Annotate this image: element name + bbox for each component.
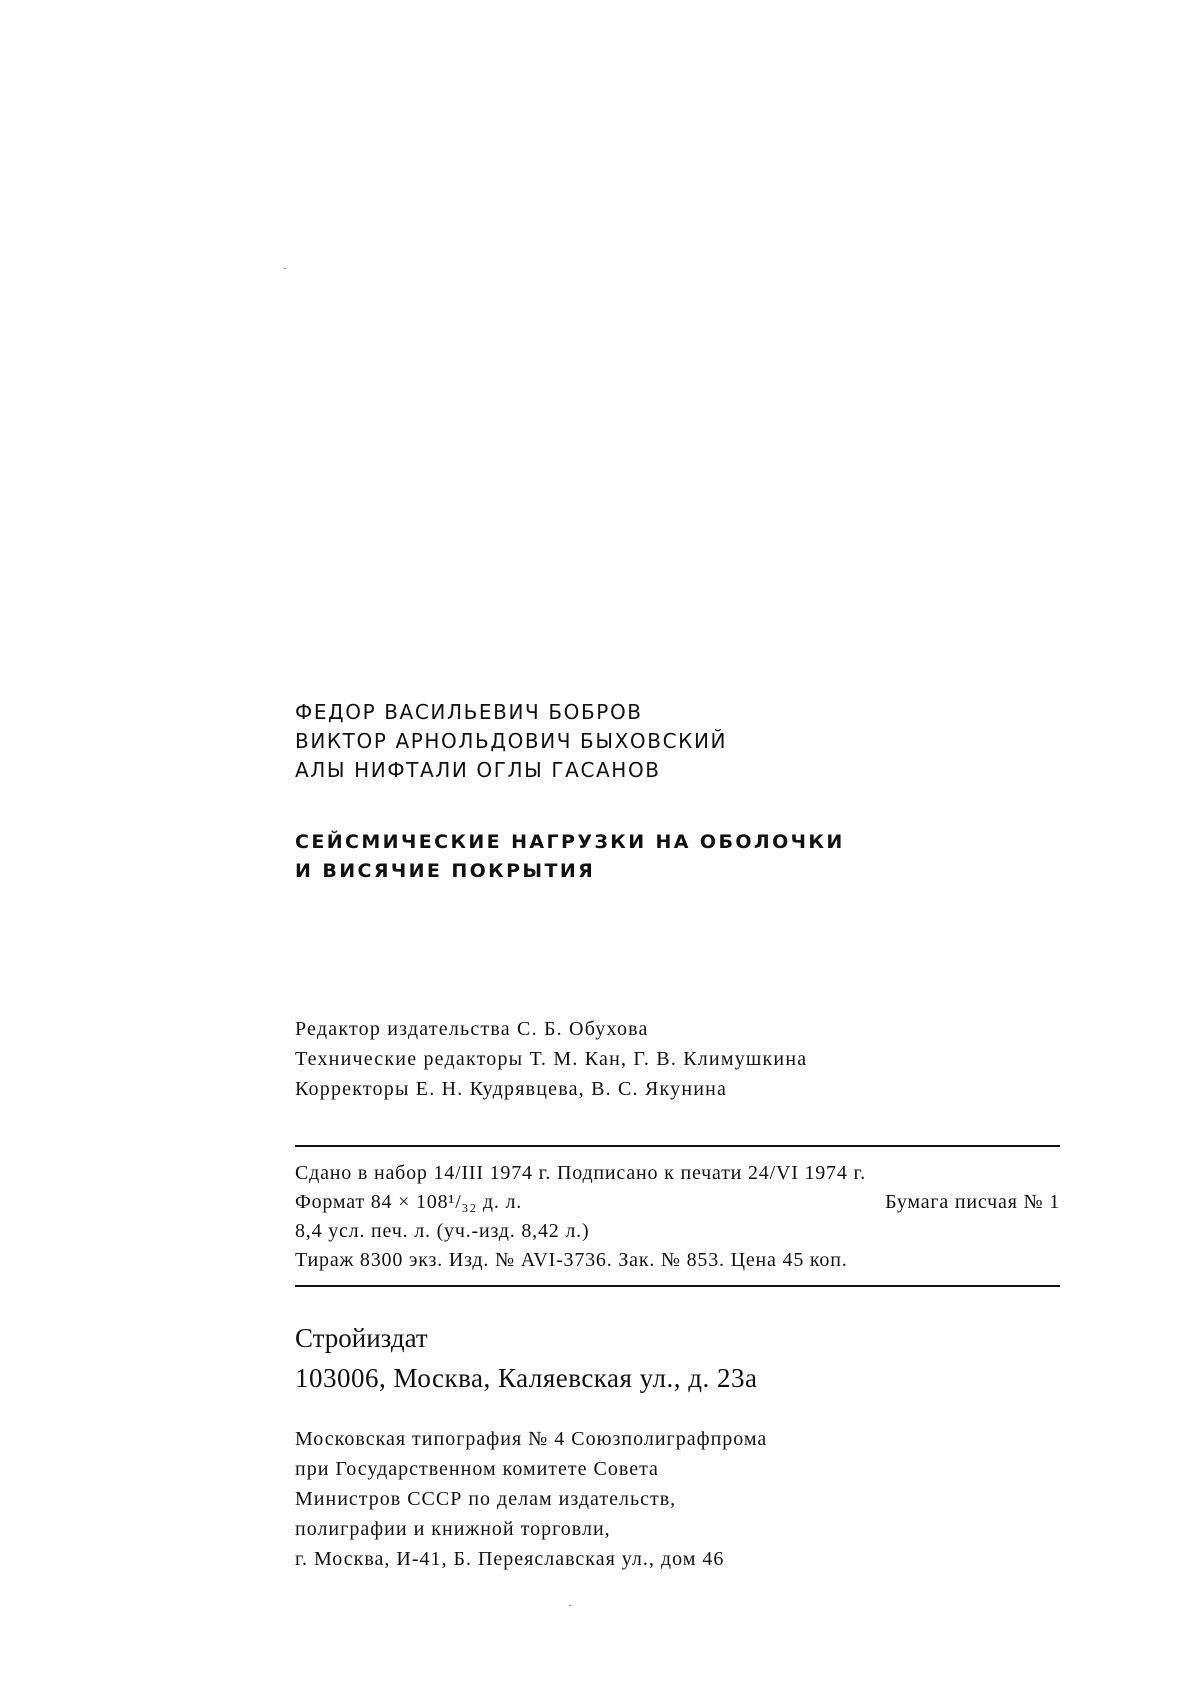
scan-speck — [569, 1605, 571, 1606]
printer-line: г. Москва, И-41, Б. Переяславская ул., дом 46 — [295, 1548, 725, 1570]
author-name: ФЕДОР ВАСИЛЬЕВИЧ БОБРОВ — [295, 700, 643, 724]
imprint-box — [295, 1145, 1060, 1287]
publisher-name: Стройиздат — [295, 1323, 428, 1353]
imprint-format: Формат 84 × 108¹/₃₂ д. л. — [295, 1191, 523, 1213]
imprint-paper: Бумага писчая № 1 — [885, 1191, 1060, 1213]
book-title-line: СЕЙСМИЧЕСКИЕ НАГРУЗКИ НА ОБОЛОЧКИ — [295, 831, 845, 853]
editors-block — [295, 1014, 807, 1104]
printer-block — [295, 1424, 767, 1574]
book-title — [295, 828, 845, 886]
editor-credit: Технические редакторы Т. М. Кан, Г. В. Климушкина — [295, 1048, 808, 1070]
editor-credit: Корректоры Е. Н. Кудрявцева, В. С. Якунина — [295, 1078, 728, 1100]
printer-line: при Государственном комитете Совета — [295, 1458, 659, 1480]
imprint-bottom-rule — [295, 1285, 1060, 1287]
publisher-address: 103006, Москва, Каляевская ул., д. 23а — [295, 1363, 758, 1393]
imprint-dates: Сдано в набор 14/III 1974 г. Подписано к печати 24/VI 1974 г. — [295, 1162, 866, 1184]
author-name: ВИКТОР АРНОЛЬДОВИЧ БЫХОВСКИЙ — [295, 729, 728, 753]
scan-speck — [284, 268, 286, 269]
author-name: АЛЫ НИФТАЛИ ОГЛЫ ГАСАНОВ — [295, 758, 661, 782]
imprint-sheets: 8,4 усл. печ. л. (уч.-изд. 8,42 л.) — [295, 1220, 590, 1242]
printer-line: полиграфии и книжной торговли, — [295, 1518, 611, 1540]
authors-block — [295, 698, 727, 785]
printer-line: Министров СССР по делам издательств, — [295, 1488, 677, 1510]
imprint-format-row — [295, 1188, 1060, 1217]
book-title-line: И ВИСЯЧИЕ ПОКРЫТИЯ — [295, 860, 596, 882]
publisher-block — [295, 1318, 757, 1398]
printer-line: Московская типография № 4 Союзполиграфпрома — [295, 1428, 768, 1450]
imprint-details — [295, 1147, 1060, 1285]
editor-credit: Редактор издательства С. Б. Обухова — [295, 1018, 649, 1040]
imprint-print-run: Тираж 8300 экз. Изд. № AVI-3736. Зак. № 853. Цена 45 коп. — [295, 1249, 848, 1271]
